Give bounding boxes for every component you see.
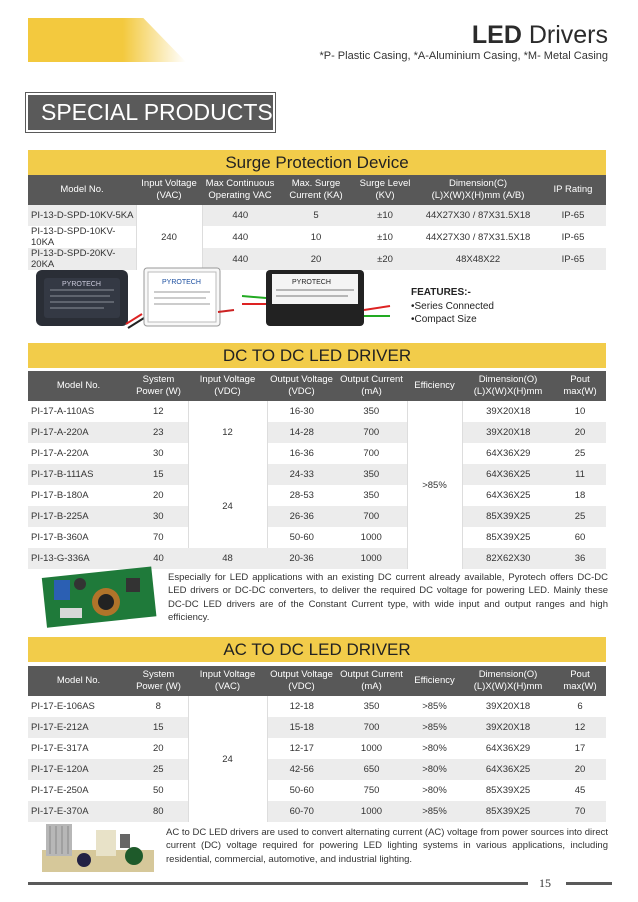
cell-power: 40 bbox=[129, 548, 188, 569]
cell-surge-level: ±20 bbox=[354, 248, 416, 270]
table-row bbox=[28, 226, 606, 248]
cell-vout: 26-36 bbox=[267, 506, 336, 527]
cell-vout: 50-60 bbox=[267, 780, 336, 801]
cell-dimension: 39X20X18 bbox=[462, 422, 554, 443]
cell-dimension: 64X36X25 bbox=[462, 759, 554, 780]
cell-input-voltage: 48 bbox=[188, 548, 267, 569]
th-surge-current: Max. Surge Current (KA) bbox=[278, 175, 354, 205]
dcdc-board-photo bbox=[40, 564, 160, 628]
cell-mcov: 440 bbox=[202, 226, 278, 248]
casing-legend: *P- Plastic Casing, *A-Aluminium Casing, *M- Metal Casing bbox=[319, 50, 608, 62]
cell-dimension: 39X20X18 bbox=[462, 401, 554, 422]
table-row bbox=[28, 401, 606, 422]
cell-iout: 750 bbox=[336, 780, 407, 801]
table-header-row bbox=[28, 371, 606, 401]
cell-vout: 16-30 bbox=[267, 401, 336, 422]
table-row bbox=[28, 527, 606, 548]
cell-dimension: 64X36X25 bbox=[462, 464, 554, 485]
cell-model: PI-17-B-180A bbox=[28, 485, 129, 506]
cell-efficiency: >85% bbox=[407, 696, 462, 717]
cell-dimension: 39X20X18 bbox=[462, 717, 554, 738]
footer-rule bbox=[566, 882, 612, 885]
cell-pout: 45 bbox=[554, 780, 606, 801]
cell-model: PI-17-B-225A bbox=[28, 506, 129, 527]
cell-model: PI-13-D-SPD-10KV-10KA bbox=[28, 226, 136, 248]
cell-surge-level: ±10 bbox=[354, 226, 416, 248]
th-model: Model No. bbox=[28, 666, 129, 696]
cell-model: PI-17-B-111AS bbox=[28, 464, 129, 485]
cell-pout: 6 bbox=[554, 696, 606, 717]
table-header-row bbox=[28, 666, 606, 696]
table-row bbox=[28, 759, 606, 780]
table-row bbox=[28, 738, 606, 759]
cell-pout: 36 bbox=[554, 548, 606, 569]
cell-efficiency: >80% bbox=[407, 738, 462, 759]
cell-pout: 20 bbox=[554, 422, 606, 443]
cell-vout: 42-56 bbox=[267, 759, 336, 780]
cell-power: 20 bbox=[129, 738, 188, 759]
cell-vout: 24-33 bbox=[267, 464, 336, 485]
cell-pout: 17 bbox=[554, 738, 606, 759]
cell-model: PI-17-E-212A bbox=[28, 717, 129, 738]
th-surge-level: Surge Level (KV) bbox=[354, 175, 416, 205]
feature-item: •Series Connected bbox=[411, 300, 494, 312]
cell-dimension: 44X27X30 / 87X31.5X18 bbox=[416, 226, 540, 248]
th-efficiency: Efficiency bbox=[407, 666, 462, 696]
cell-efficiency: >80% bbox=[407, 759, 462, 780]
cell-dimension: 85X39X25 bbox=[462, 780, 554, 801]
cell-power: 80 bbox=[129, 801, 188, 822]
table-row bbox=[28, 464, 606, 485]
cell-power: 25 bbox=[129, 759, 188, 780]
cell-vout: 60-70 bbox=[267, 801, 336, 822]
cell-power: 15 bbox=[129, 464, 188, 485]
cell-model: PI-13-G-336A bbox=[28, 548, 129, 569]
cell-model: PI-17-E-317A bbox=[28, 738, 129, 759]
cell-model: PI-17-B-360A bbox=[28, 527, 129, 548]
feature-item: •Compact Size bbox=[411, 314, 477, 325]
th-efficiency: Efficiency bbox=[407, 371, 462, 401]
cell-dimension: 85X39X25 bbox=[462, 506, 554, 527]
cell-iout: 1000 bbox=[336, 738, 407, 759]
table-row bbox=[28, 506, 606, 527]
th-ip-rating: IP Rating bbox=[540, 175, 606, 205]
cell-efficiency: >85% bbox=[407, 801, 462, 822]
th-pout: Pout max(W) bbox=[554, 666, 606, 696]
cell-ip: IP-65 bbox=[540, 248, 606, 270]
header-decoration bbox=[28, 18, 186, 62]
cell-power: 23 bbox=[129, 422, 188, 443]
acdc-section-title: AC TO DC LED DRIVER bbox=[28, 637, 606, 662]
cell-model: PI-17-A-220A bbox=[28, 422, 129, 443]
table-row bbox=[28, 717, 606, 738]
cell-model: PI-17-E-250A bbox=[28, 780, 129, 801]
th-input-voltage: Input Voltage (VAC) bbox=[136, 175, 202, 205]
cell-power: 8 bbox=[129, 696, 188, 717]
cell-vout: 28-53 bbox=[267, 485, 336, 506]
features-title: FEATURES:- bbox=[411, 287, 471, 298]
th-model: Model No. bbox=[28, 175, 136, 205]
th-input-voltage: Input Voltage (VDC) bbox=[188, 371, 267, 401]
brand-label: PYROTECH bbox=[62, 281, 101, 288]
th-mcov: Max Continuous Operating VAC bbox=[202, 175, 278, 205]
cell-model: PI-17-E-370A bbox=[28, 801, 129, 822]
cell-input-voltage: 24 bbox=[188, 464, 267, 548]
brand-label: PYROTECH bbox=[292, 279, 331, 286]
cell-pout: 60 bbox=[554, 527, 606, 548]
cell-model: PI-13-D-SPD-20KV-20KA bbox=[28, 248, 136, 270]
th-system-power: System Power (W) bbox=[129, 666, 188, 696]
footer-rule bbox=[28, 882, 528, 885]
cell-iout: 700 bbox=[336, 717, 407, 738]
cell-vout: 50-60 bbox=[267, 527, 336, 548]
cell-vout: 14-28 bbox=[267, 422, 336, 443]
cell-efficiency: >85% bbox=[407, 717, 462, 738]
cell-iout: 350 bbox=[336, 464, 407, 485]
cell-iout: 1000 bbox=[336, 801, 407, 822]
cell-pout: 12 bbox=[554, 717, 606, 738]
cell-pout: 25 bbox=[554, 443, 606, 464]
cell-power: 30 bbox=[129, 506, 188, 527]
cell-pout: 20 bbox=[554, 759, 606, 780]
cell-surge-current: 20 bbox=[278, 248, 354, 270]
cell-surge-level: ±10 bbox=[354, 205, 416, 226]
cell-vout: 20-36 bbox=[267, 548, 336, 569]
th-pout: Pout max(W) bbox=[554, 371, 606, 401]
cell-iout: 650 bbox=[336, 759, 407, 780]
cell-pout: 11 bbox=[554, 464, 606, 485]
dcdc-table bbox=[28, 371, 606, 569]
cell-model: PI-13-D-SPD-10KV-5KA bbox=[28, 205, 136, 226]
cell-efficiency: >85% bbox=[407, 401, 462, 569]
section-label-special-products: SPECIAL PRODUCTS bbox=[28, 95, 273, 130]
cell-surge-current: 10 bbox=[278, 226, 354, 248]
cell-power: 50 bbox=[129, 780, 188, 801]
cell-model: PI-17-A-110AS bbox=[28, 401, 129, 422]
th-system-power: System Power (W) bbox=[129, 371, 188, 401]
page-number: 15 bbox=[539, 876, 551, 890]
surge-device-photo-1 bbox=[36, 270, 128, 326]
cell-power: 70 bbox=[129, 527, 188, 548]
table-header-row bbox=[28, 175, 606, 205]
acdc-table bbox=[28, 666, 606, 822]
cell-pout: 18 bbox=[554, 485, 606, 506]
cell-dimension: 64X36X29 bbox=[462, 443, 554, 464]
cell-iout: 1000 bbox=[336, 527, 407, 548]
dcdc-description: Especially for LED applications with an existing DC current already available, Pyrotech offers DC-DC LED drivers or DC-DC converters, to deliver the required DC voltage for powering LED. Mainly these DC-DC LED drivers are of the Constant Current type, with wide input and output ranges and high efficiency. bbox=[168, 572, 608, 623]
cell-model: PI-17-A-220A bbox=[28, 443, 129, 464]
th-input-voltage: Input Voltage (VAC) bbox=[188, 666, 267, 696]
cell-vout: 15-18 bbox=[267, 717, 336, 738]
brand-label: PYROTECH bbox=[162, 279, 201, 286]
cell-ip: IP-65 bbox=[540, 205, 606, 226]
th-output-current: Output Current (mA) bbox=[336, 371, 407, 401]
cell-vout: 16-36 bbox=[267, 443, 336, 464]
cell-dimension: 85X39X25 bbox=[462, 801, 554, 822]
th-dimension: Dimension(O) (L)X(W)X(H)mm bbox=[462, 666, 554, 696]
cell-power: 12 bbox=[129, 401, 188, 422]
surge-table bbox=[28, 175, 607, 270]
th-output-current: Output Current (mA) bbox=[336, 666, 407, 696]
cell-input-voltage: 12 bbox=[188, 401, 267, 464]
cell-iout: 350 bbox=[336, 401, 407, 422]
cell-dimension: 85X39X25 bbox=[462, 527, 554, 548]
surge-section-title: Surge Protection Device bbox=[28, 150, 606, 175]
table-row bbox=[28, 485, 606, 506]
surge-device-photo-3 bbox=[242, 270, 390, 326]
cell-input-voltage: 240 bbox=[136, 205, 202, 270]
cell-dimension: 64X36X29 bbox=[462, 738, 554, 759]
th-dimension: Dimension(O) (L)X(W)X(H)mm bbox=[462, 371, 554, 401]
cell-vout: 12-18 bbox=[267, 696, 336, 717]
table-row bbox=[28, 205, 606, 226]
cell-efficiency: >80% bbox=[407, 780, 462, 801]
th-output-voltage: Output Voltage (VDC) bbox=[267, 371, 336, 401]
cell-model: PI-17-E-120A bbox=[28, 759, 129, 780]
cell-surge-current: 5 bbox=[278, 205, 354, 226]
surge-device-photo-2 bbox=[126, 268, 234, 328]
cell-iout: 700 bbox=[336, 506, 407, 527]
cell-pout: 70 bbox=[554, 801, 606, 822]
cell-input-voltage: 24 bbox=[188, 696, 267, 822]
cell-dimension: 64X36X25 bbox=[462, 485, 554, 506]
cell-mcov: 440 bbox=[202, 248, 278, 270]
cell-iout: 350 bbox=[336, 696, 407, 717]
acdc-board-photo bbox=[36, 820, 158, 876]
th-model: Model No. bbox=[28, 371, 129, 401]
cell-iout: 1000 bbox=[336, 548, 407, 569]
surge-features bbox=[411, 286, 494, 327]
cell-pout: 25 bbox=[554, 506, 606, 527]
cell-pout: 10 bbox=[554, 401, 606, 422]
cell-vout: 12-17 bbox=[267, 738, 336, 759]
dcdc-section-title: DC TO DC LED DRIVER bbox=[28, 343, 606, 368]
cell-ip: IP-65 bbox=[540, 226, 606, 248]
table-row bbox=[28, 696, 606, 717]
cell-mcov: 440 bbox=[202, 205, 278, 226]
cell-model: PI-17-E-106AS bbox=[28, 696, 129, 717]
page-title: LED Drivers bbox=[471, 21, 608, 49]
th-output-voltage: Output Voltage (VDC) bbox=[267, 666, 336, 696]
acdc-description: AC to DC LED drivers are used to convert alternating current (AC) voltage from power sources into direct current (DC) voltage required for powering LED lighting systems in various applications, including residential, commercial, automotive, and industrial lighting. bbox=[166, 827, 608, 865]
cell-iout: 700 bbox=[336, 443, 407, 464]
table-row bbox=[28, 801, 606, 822]
cell-iout: 350 bbox=[336, 485, 407, 506]
cell-iout: 700 bbox=[336, 422, 407, 443]
cell-dimension: 82X62X30 bbox=[462, 548, 554, 569]
cell-dimension: 44X27X30 / 87X31.5X18 bbox=[416, 205, 540, 226]
cell-power: 15 bbox=[129, 717, 188, 738]
cell-dimension: 39X20X18 bbox=[462, 696, 554, 717]
th-dimension: Dimension(C) (L)X(W)X(H)mm (A/B) bbox=[416, 175, 540, 205]
table-row bbox=[28, 443, 606, 464]
table-row bbox=[28, 422, 606, 443]
cell-dimension: 48X48X22 bbox=[416, 248, 540, 270]
cell-power: 20 bbox=[129, 485, 188, 506]
surge-device-photos bbox=[30, 266, 400, 332]
cell-power: 30 bbox=[129, 443, 188, 464]
table-row bbox=[28, 780, 606, 801]
